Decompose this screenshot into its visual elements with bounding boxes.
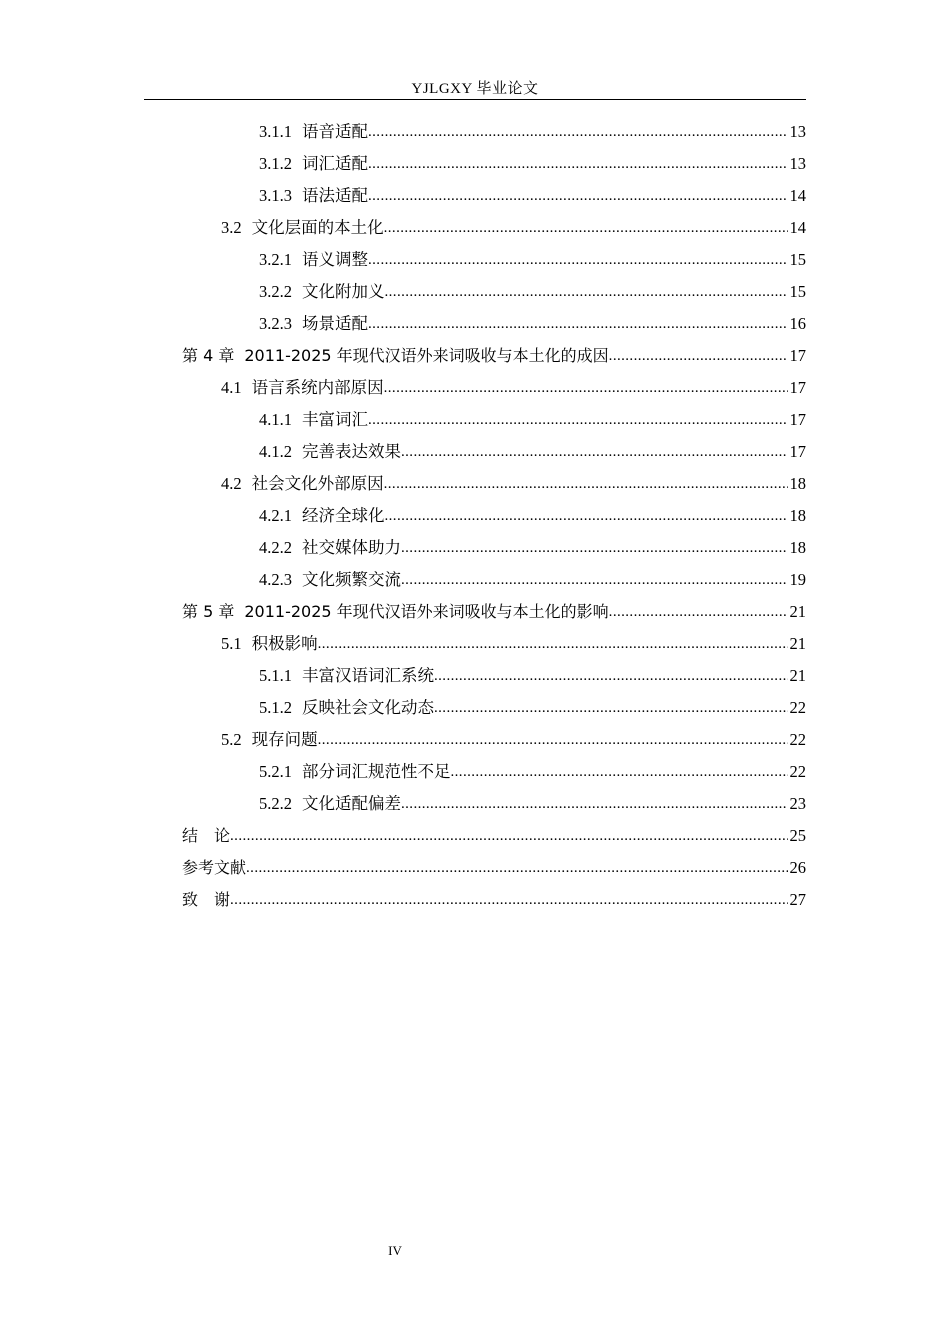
toc-entry-title: 丰富汉语词汇系统 xyxy=(302,666,434,685)
toc-entry-title: 部分词汇规范性不足 xyxy=(302,762,451,781)
toc-entry-page: 21 xyxy=(789,666,806,685)
toc-entry[interactable] xyxy=(0,820,806,852)
toc-entry-title: 文化适配偏差 xyxy=(302,794,401,813)
toc-entry-number: 5.2.2 xyxy=(259,794,292,813)
toc-entry-title: 反映社会文化动态 xyxy=(302,698,434,717)
toc-entry[interactable] xyxy=(0,628,806,660)
toc-entry-title: 场景适配 xyxy=(302,314,368,333)
toc-entry-title: 完善表达效果 xyxy=(302,442,401,461)
toc-entry-number: 5.1 xyxy=(221,634,242,653)
toc-entry[interactable] xyxy=(0,756,806,788)
toc-entry-page: 16 xyxy=(789,314,806,333)
toc-entry-page: 22 xyxy=(789,762,806,781)
toc-entry-number: 3.2.2 xyxy=(259,282,292,301)
toc-entry-page: 19 xyxy=(789,570,806,589)
toc-entry-number: 3.2 xyxy=(221,218,242,237)
toc-entry-title: 致 谢 xyxy=(182,890,231,909)
toc-entry-page: 23 xyxy=(789,794,806,813)
toc-dot-leader xyxy=(368,307,788,340)
toc-entry-page: 14 xyxy=(789,186,806,205)
toc-entry-title: 文化附加义 xyxy=(302,282,385,301)
toc-entry-number: 4.1 xyxy=(221,378,242,397)
toc-entry[interactable] xyxy=(0,788,806,820)
toc-dot-leader xyxy=(384,371,788,404)
toc-entry-number: 3.2.3 xyxy=(259,314,292,333)
toc-dot-leader xyxy=(230,819,787,852)
toc-entry-number: 5.1.2 xyxy=(259,698,292,717)
toc-entry-number: 3.1.2 xyxy=(259,154,292,173)
toc-dot-leader xyxy=(401,531,788,564)
toc-entry-page: 26 xyxy=(789,858,806,877)
toc-entry-page: 18 xyxy=(789,474,806,493)
toc-entry-page: 21 xyxy=(789,634,806,653)
toc-entry[interactable] xyxy=(0,276,806,308)
toc-dot-leader xyxy=(385,275,788,308)
toc-entry-number: 4.1.1 xyxy=(259,410,292,429)
toc-entry-number: 5.2 xyxy=(221,730,242,749)
toc-entry[interactable] xyxy=(0,660,806,692)
toc-dot-leader xyxy=(384,467,788,500)
toc-dot-leader xyxy=(246,851,787,884)
header-rule xyxy=(144,99,806,100)
toc-entry-title: 语义调整 xyxy=(302,250,368,269)
toc-entry-page: 15 xyxy=(789,250,806,269)
toc-dot-leader xyxy=(368,115,788,148)
toc-entry-number: 第 5 章 xyxy=(182,602,235,621)
page-header: YJLGXY 毕业论文 xyxy=(411,81,539,97)
toc-entry[interactable] xyxy=(0,596,806,628)
toc-entry-page: 15 xyxy=(789,282,806,301)
toc-entry-number: 3.2.1 xyxy=(259,250,292,269)
toc-entry-page: 13 xyxy=(789,122,806,141)
toc-dot-leader xyxy=(318,723,788,756)
toc-entry-page: 18 xyxy=(789,506,806,525)
toc-entry[interactable] xyxy=(0,692,806,724)
toc-entry[interactable] xyxy=(0,532,806,564)
toc-entry-title: 结 论 xyxy=(182,826,231,845)
toc-entry[interactable] xyxy=(0,212,806,244)
toc-entry[interactable] xyxy=(0,500,806,532)
toc-entry-number: 第 4 章 xyxy=(182,346,235,365)
toc-entry[interactable] xyxy=(0,148,806,180)
toc-entry-page: 27 xyxy=(789,890,806,909)
toc-entry-title: 词汇适配 xyxy=(302,154,368,173)
toc-entry-page: 17 xyxy=(789,442,806,461)
toc-dot-leader xyxy=(318,627,788,660)
toc-dot-leader xyxy=(385,499,788,532)
toc-dot-leader xyxy=(434,691,788,724)
toc-entry[interactable] xyxy=(0,244,806,276)
toc-entry-number: 5.2.1 xyxy=(259,762,292,781)
toc-entry-page: 25 xyxy=(789,826,806,845)
toc-entry-title: 文化频繁交流 xyxy=(302,570,401,589)
toc-entry-page: 17 xyxy=(789,346,806,365)
toc-entry-page: 14 xyxy=(789,218,806,237)
toc-dot-leader xyxy=(451,755,788,788)
toc-entry-title: 积极影响 xyxy=(251,634,318,653)
toc-entry[interactable] xyxy=(0,436,806,468)
toc-entry[interactable] xyxy=(0,564,806,596)
toc-entry-page: 13 xyxy=(789,154,806,173)
toc-entry[interactable] xyxy=(0,372,806,404)
toc-entry-title: 语法适配 xyxy=(302,186,368,205)
table-of-contents xyxy=(0,116,950,916)
toc-dot-leader xyxy=(434,659,788,692)
toc-entry[interactable] xyxy=(0,404,806,436)
toc-entry-number: 4.2.3 xyxy=(259,570,292,589)
toc-dot-leader xyxy=(368,403,788,436)
toc-entry[interactable] xyxy=(0,468,806,500)
toc-dot-leader xyxy=(230,883,787,916)
toc-entry[interactable] xyxy=(0,116,806,148)
toc-entry[interactable] xyxy=(0,340,806,372)
toc-entry-page: 21 xyxy=(789,602,806,621)
toc-entry[interactable] xyxy=(0,724,806,756)
toc-entry-page: 17 xyxy=(789,410,806,429)
toc-entry-title: 文化层面的本土化 xyxy=(251,218,384,237)
toc-entry-number: 4.2.1 xyxy=(259,506,292,525)
toc-entry-title: 丰富词汇 xyxy=(302,410,368,429)
toc-dot-leader xyxy=(609,339,788,372)
toc-entry-number: 3.1.1 xyxy=(259,122,292,141)
toc-entry-title: 语音适配 xyxy=(302,122,368,141)
toc-entry-title: 2011-2025 年现代汉语外来词吸收与本土化的成因 xyxy=(244,346,609,365)
toc-dot-leader xyxy=(368,243,788,276)
toc-entry-number: 4.1.2 xyxy=(259,442,292,461)
toc-entry-title: 社交媒体助力 xyxy=(302,538,401,557)
toc-entry-title: 现存问题 xyxy=(251,730,318,749)
toc-dot-leader xyxy=(368,147,788,180)
toc-entry-number: 4.2.2 xyxy=(259,538,292,557)
toc-entry[interactable] xyxy=(0,308,806,340)
toc-entry-page: 22 xyxy=(789,698,806,717)
toc-entry[interactable] xyxy=(0,884,806,916)
toc-entry-page: 17 xyxy=(789,378,806,397)
toc-entry-number: 3.1.3 xyxy=(259,186,292,205)
toc-dot-leader xyxy=(368,179,788,212)
toc-entry-page: 22 xyxy=(789,730,806,749)
toc-dot-leader xyxy=(384,211,788,244)
toc-entry-title: 语言系统内部原因 xyxy=(251,378,384,397)
toc-dot-leader xyxy=(401,563,788,596)
toc-entry-page: 18 xyxy=(789,538,806,557)
toc-entry[interactable] xyxy=(0,180,806,212)
toc-entry-title: 参考文献 xyxy=(182,858,247,877)
toc-entry[interactable] xyxy=(0,852,806,884)
page-number: IV xyxy=(388,1243,402,1258)
toc-entry-title: 社会文化外部原因 xyxy=(251,474,384,493)
toc-entry-number: 4.2 xyxy=(221,474,242,493)
toc-entry-title: 2011-2025 年现代汉语外来词吸收与本土化的影响 xyxy=(244,602,609,621)
toc-dot-leader xyxy=(401,787,788,820)
toc-entry-title: 经济全球化 xyxy=(302,506,385,525)
toc-dot-leader xyxy=(609,595,788,628)
toc-dot-leader xyxy=(401,435,788,468)
toc-entry-number: 5.1.1 xyxy=(259,666,292,685)
